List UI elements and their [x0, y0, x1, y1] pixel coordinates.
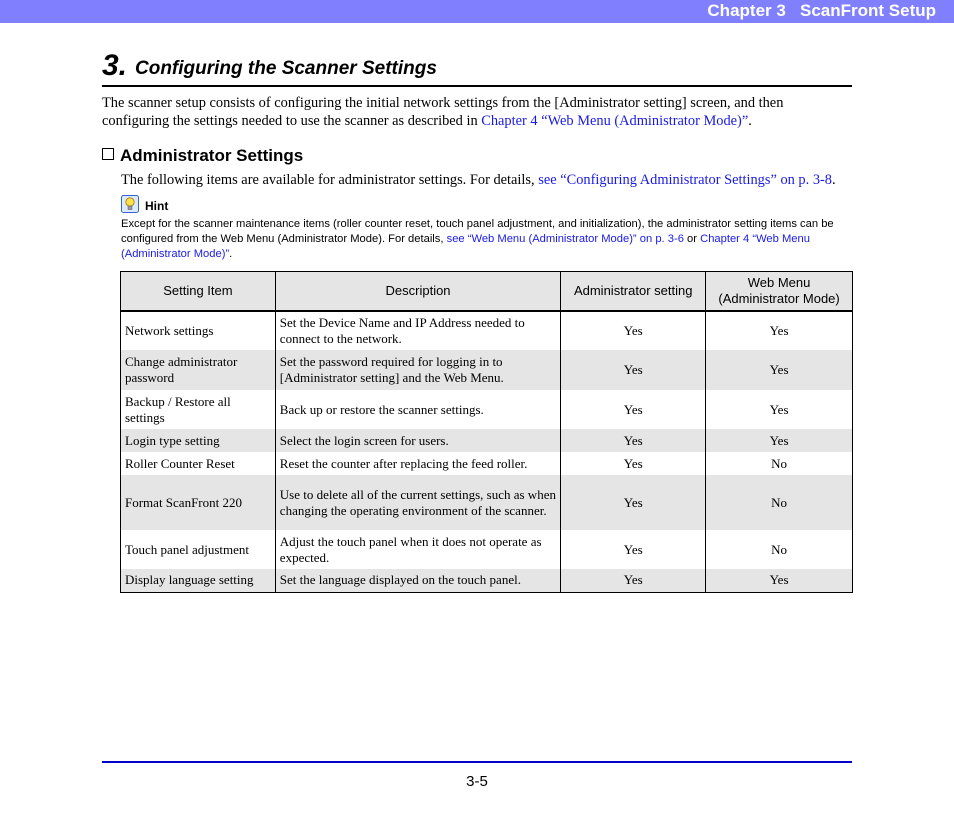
cell-setting-item: Network settings: [121, 311, 276, 350]
cell-admin: Yes: [561, 429, 706, 452]
web-menu-link[interactable]: see “Web Menu (Administrator Mode)” on p. 3-6: [446, 233, 684, 245]
cell-admin: Yes: [561, 530, 706, 569]
hint-mid: or: [683, 233, 701, 245]
subsection-intro-end: .: [832, 172, 836, 188]
cell-web: Yes: [706, 429, 853, 452]
cell-setting-item: Format ScanFront 220: [121, 475, 276, 530]
table-header-row: [121, 272, 853, 312]
cell-setting-item: Display language setting: [121, 569, 276, 592]
cell-description: Set the password required for logging in to [Administrator setting] and the Web Menu.: [275, 350, 560, 390]
cell-description: Adjust the touch panel when it does not operate as expected.: [275, 530, 560, 569]
cell-setting-item: Login type setting: [121, 429, 276, 452]
section-intro-text: The scanner setup consists of configuring the initial network settings from the [Administrator setting] screen, and then configuring the settings needed to use the scanner as described in: [102, 95, 784, 129]
table-row: [121, 390, 853, 429]
column-header-description: Description: [275, 272, 560, 312]
cell-description: Back up or restore the scanner settings.: [275, 390, 560, 429]
cell-setting-item: Change administrator password: [121, 350, 276, 390]
subsection-title: Administrator Settings: [120, 146, 304, 165]
cell-web: Yes: [706, 569, 853, 592]
section-intro: [102, 94, 854, 130]
cell-setting-item: Roller Counter Reset: [121, 452, 276, 475]
hint-label: Hint: [145, 199, 169, 213]
cell-setting-item: Backup / Restore all settings: [121, 390, 276, 429]
section-heading: [102, 47, 852, 87]
chapter-header-bar: [0, 0, 954, 23]
cell-setting-item: Touch panel adjustment: [121, 530, 276, 569]
admin-settings-link[interactable]: see “Configuring Administrator Settings” on p. 3-8: [538, 172, 833, 188]
cell-admin: Yes: [561, 390, 706, 429]
column-header-setting-item: Setting Item: [121, 272, 276, 312]
table-row: [121, 350, 853, 390]
footer-divider: [102, 761, 852, 763]
table-row: [121, 311, 853, 350]
cell-admin: Yes: [561, 569, 706, 592]
admin-settings-table: [120, 271, 853, 593]
column-header-web-menu: Web Menu (Administrator Mode): [706, 272, 853, 312]
hint-text: Except for the scanner maintenance items (roller counter reset, touch panel adjustment, and initialization), the administrator setting items can be configured from the Web Menu (Administrator Mode). For details,: [121, 218, 834, 245]
cell-description: Set the language displayed on the touch panel.: [275, 569, 560, 592]
cell-admin: Yes: [561, 452, 706, 475]
chapter4-link[interactable]: Chapter 4 “Web Menu (Administrator Mode)”: [481, 113, 749, 129]
cell-web: Yes: [706, 390, 853, 429]
table-row: [121, 452, 853, 475]
hint-body: [121, 217, 853, 262]
cell-description: Reset the counter after replacing the feed roller.: [275, 452, 560, 475]
lightbulb-icon: [121, 195, 139, 213]
cell-description: Use to delete all of the current settings, such as when changing the operating environment of the scanner.: [275, 475, 560, 530]
cell-web: Yes: [706, 350, 853, 390]
chapter-title: Chapter 3 ScanFront Setup: [707, 1, 936, 20]
cell-admin: Yes: [561, 311, 706, 350]
subsection-heading: [102, 146, 303, 166]
cell-web: No: [706, 452, 853, 475]
section-number: 3.: [102, 49, 128, 82]
page-number: 3-5: [466, 773, 488, 790]
cell-admin: Yes: [561, 475, 706, 530]
cell-description: Set the Device Name and IP Address needed to connect to the network.: [275, 311, 560, 350]
cell-web: No: [706, 475, 853, 530]
table-row: [121, 530, 853, 569]
table-row: [121, 475, 853, 530]
table-row: [121, 429, 853, 452]
hint-end: .: [229, 248, 233, 260]
column-header-admin-setting: Administrator setting: [561, 272, 706, 312]
cell-web: Yes: [706, 311, 853, 350]
section-intro-end: .: [748, 113, 752, 129]
chapter4-hint-link[interactable]: Chapter 4 “Web Menu (Administrator Mode)”: [121, 233, 810, 260]
cell-web: No: [706, 530, 853, 569]
cell-description: Select the login screen for users.: [275, 429, 560, 452]
checkbox-bullet-icon: [102, 148, 114, 160]
table-row: [121, 569, 853, 592]
subsection-intro-text: The following items are available for administrator settings. For details,: [121, 172, 539, 188]
subsection-intro: [121, 171, 851, 189]
cell-admin: Yes: [561, 350, 706, 390]
section-title: Configuring the Scanner Settings: [135, 58, 437, 79]
